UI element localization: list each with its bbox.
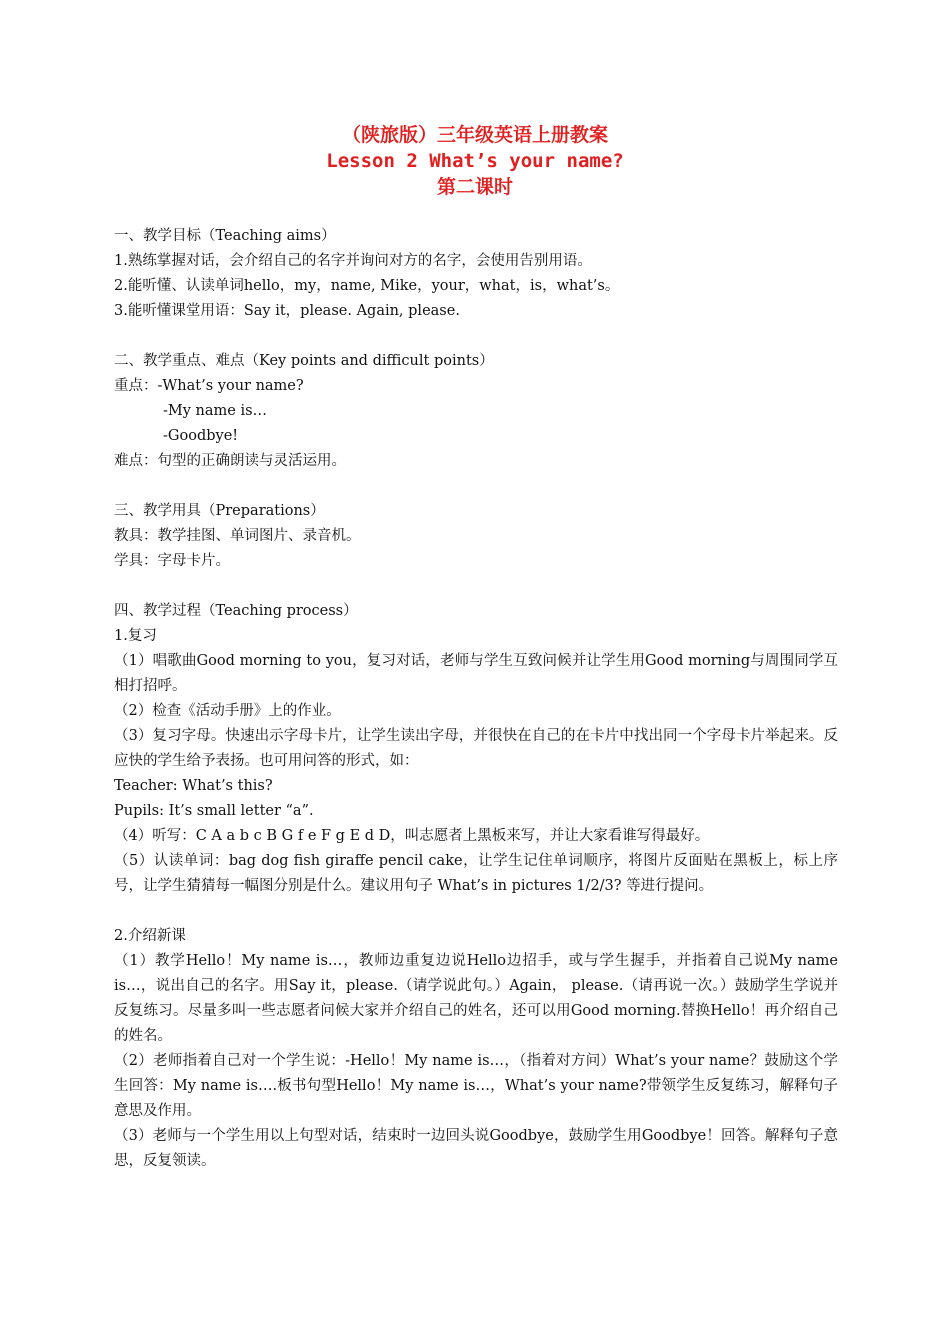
- new-lesson-step-1: （1）教学Hello！My name is…，教师边重复边说Hello边招手，或与学生握手，并指着自己说My name is…，说出自己的名字。用Say it，please.（请学说此句。）Again， please.（请再说一次。）鼓励学生学说并反复练习。尽量多叫一些志愿者问候大家并介绍自己的姓名，还可以用Good morning.替换Hello！再介绍自己的姓名。: [114, 953, 838, 1044]
- section-heading-process: 四、教学过程（Teaching process）: [114, 603, 358, 619]
- title-line-3: 第二课时: [436, 176, 513, 198]
- dialogue-pupils: Pupils: It’s small letter “a”.: [114, 803, 314, 819]
- teacher-tools: 教具：教学挂图、单词图片、录音机。: [114, 528, 361, 544]
- new-lesson-step-2: （2）老师指着自己对一个学生说：-Hello！My name is…，（指着对方问）What’s your name？鼓励这个学生回答：My name is….板书句型Hello！My name is…，What’s your name?带领学生反复练习，解释句子意思及作用。: [114, 1053, 838, 1119]
- review-title: 1.复习: [114, 628, 157, 644]
- spacer: [114, 899, 838, 924]
- section-heading-preparations: 三、教学用具（Preparations）: [114, 503, 325, 519]
- section-heading-key-points: 二、教学重点、难点（Key points and difficult points）: [114, 353, 494, 369]
- aims-item-2: 2.能听懂、认读单词hello，my，name, Mike，your，what，is，what’s。: [114, 278, 620, 294]
- aims-item-3: 3.能听懂课堂用语：Say it，please. Again, please.: [114, 303, 460, 319]
- spacer: [114, 474, 838, 499]
- title-line-2: Lesson 2 What’s your name?: [326, 150, 624, 172]
- title-line-1: （陕旅版）三年级英语上册教案: [341, 124, 608, 146]
- key-point-3: -Goodbye!: [163, 428, 239, 444]
- aims-item-1: 1.熟练掌握对话，会介绍自己的名字并询问对方的名字，会使用告别用语。: [114, 253, 592, 269]
- review-step-4: （4）听写：C A a b c B G f e F g E d D，叫志愿者上黑板来写，并让大家看谁写得最好。: [114, 828, 710, 844]
- dialogue-teacher: Teacher: What’s this?: [114, 778, 273, 794]
- review-step-5: （5）认读单词：bag dog fish giraffe pencil cake，让学生记住单词顺序，将图片反面贴在黑板上，标上序号，让学生猜猜每一幅图分别是什么。建议用句子 What’s in pictures 1/2/3? 等进行提问。: [114, 853, 838, 894]
- new-lesson-title: 2.介绍新课: [114, 928, 186, 944]
- section-heading-aims: 一、教学目标（Teaching aims）: [114, 228, 336, 244]
- spacer: [114, 574, 838, 599]
- key-point-1: 重点：-What’s your name?: [114, 378, 304, 394]
- spacer: [114, 324, 838, 349]
- review-step-2: （2）检查《活动手册》上的作业。: [114, 703, 341, 719]
- student-tools: 学具：字母卡片。: [114, 553, 230, 569]
- review-step-3: （3）复习字母。快速出示字母卡片，让学生读出字母，并很快在自己的在卡片中找出同一个字母卡片举起来。反应快的学生给予表扬。也可用问答的形式，如：: [114, 728, 838, 769]
- review-step-1: （1）唱歌曲Good morning to you，复习对话，老师与学生互致问候并让学生用Good morning与周围同学互相打招呼。: [114, 653, 838, 694]
- key-point-2: -My name is…: [163, 403, 268, 419]
- document-title: [0, 122, 950, 200]
- difficult-point: 难点：句型的正确朗读与灵活运用。: [114, 453, 346, 469]
- new-lesson-step-3: （3）老师与一个学生用以上句型对话，结束时一边回头说Goodbye，鼓励学生用Goodbye！回答。解释句子意思，反复领读。: [114, 1128, 838, 1169]
- document-body: [114, 224, 838, 1174]
